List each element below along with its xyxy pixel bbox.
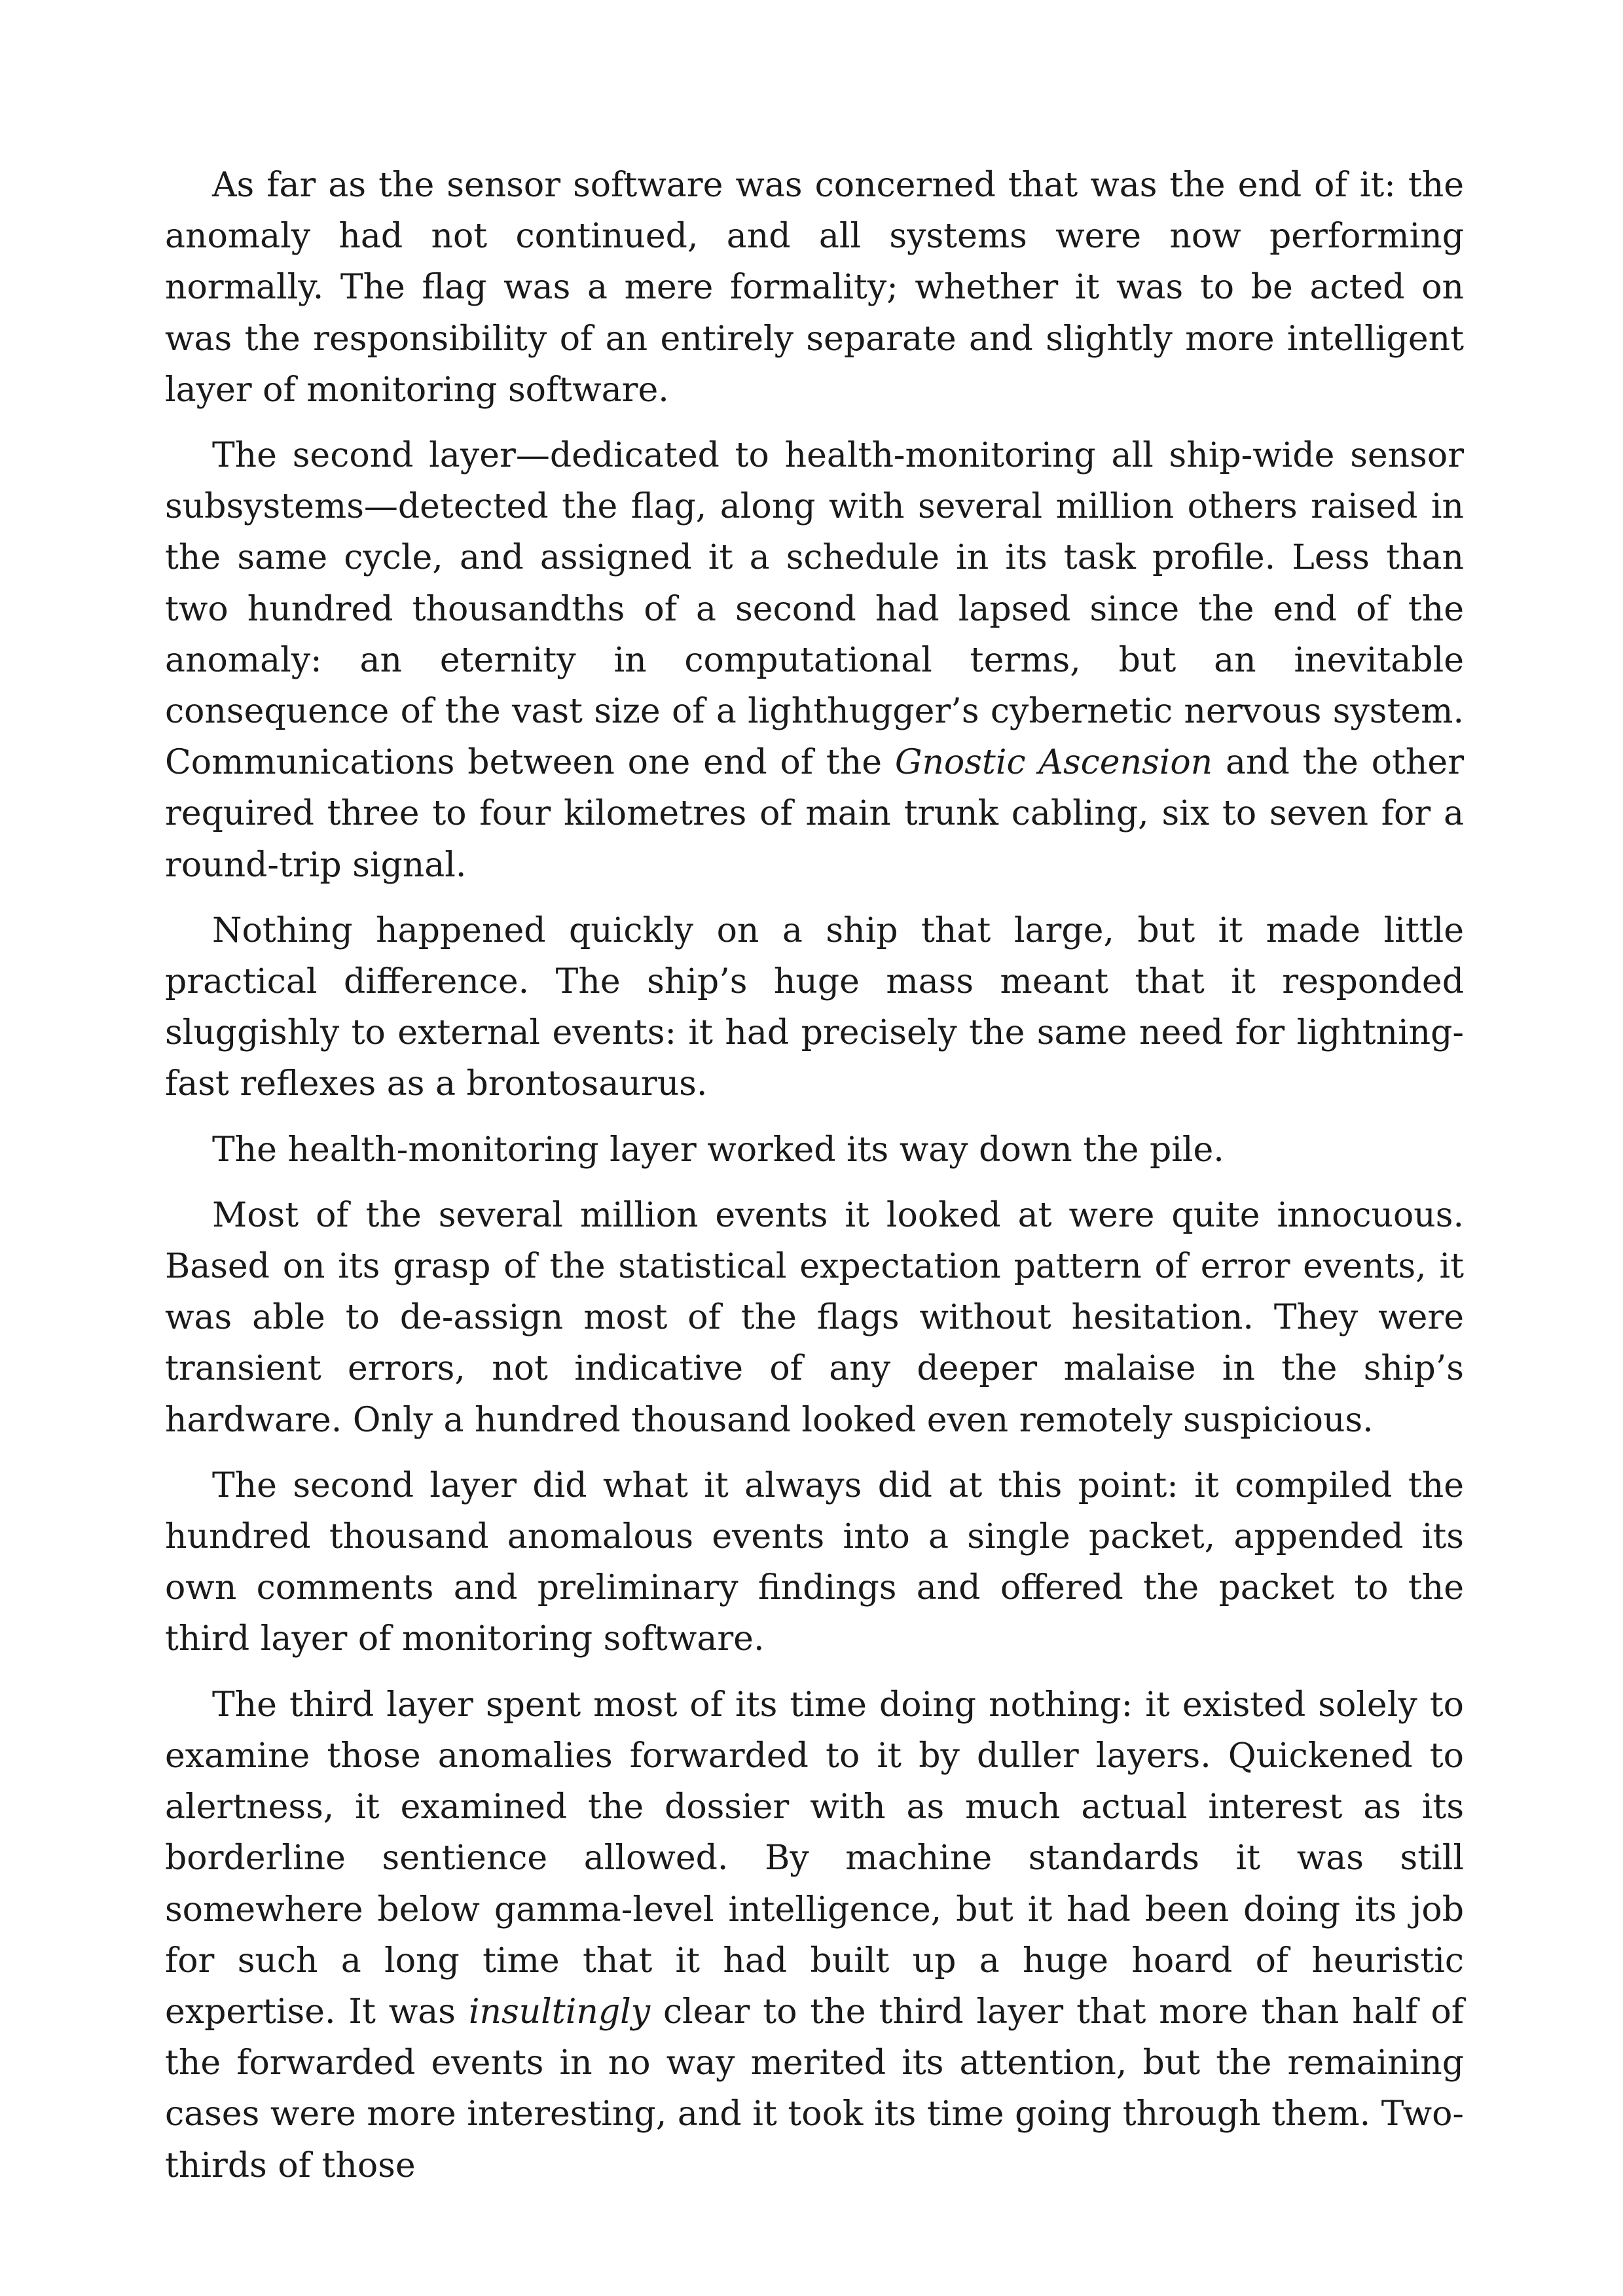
paragraph-text: Most of the several million events it looked at were quite innocuous. Based on its grasp of the statistical expectation pattern of error events, it was able to de-assign most of the flags without hesitation. They were transient errors, not indicative of any deeper malaise in the ship’s hardware. Only a hundred thousand looked even remotely suspicious.: [165, 1195, 1464, 1440]
paragraph-3: [165, 905, 1464, 1110]
paragraph-text: Nothing happened quickly on a ship that large, but it made little practical difference. The ship’s huge mass meant that it responded sluggishly to external events: it had precisely the same need for lightning-fast reflexes as a brontosaurus.: [165, 910, 1464, 1104]
ship-name: Gnostic Ascension: [894, 743, 1213, 783]
paragraph-text: clear to the third layer that more than half of the forwarded events in no way merited its attention, but the remaining cases were more interesting, and it took its time going through them. Two-thirds of those: [165, 1992, 1464, 2185]
body-text: [165, 160, 1464, 2191]
paragraph-text: The second layer did what it always did at this point: it compiled the hundred thousand anomalous events into a single packet, appended its own comments and preliminary findings and offered the packet to the third layer of monitoring software.: [165, 1465, 1464, 1659]
emphasis-text: insultingly: [468, 1992, 651, 2032]
paragraph-4: [165, 1124, 1464, 1175]
paragraph-text: The health-monitoring layer worked its way down the pile.: [212, 1130, 1224, 1170]
paragraph-text: and the other required three to four kilometres of main trunk cabling, six to seven for a round-trip signal.: [165, 743, 1464, 885]
paragraph-5: [165, 1190, 1464, 1446]
paragraph-text: The third layer spent most of its time doing nothing: it existed solely to examine those anomalies forwarded to it by duller layers. Quickened to alertness, it examined the dossier with as much actual interest as its borderline sentience allowed. By machine standards it was still somewhere below gamma-level intelligence, but it had been doing its job for such a long time that it had built up a huge hoard of heuristic expertise. It was: [165, 1685, 1464, 2032]
paragraph-text: As far as the sensor software was concerned that was the end of it: the anomaly had not continued, and all systems were now performing normally. The flag was a mere formality; whether it was to be acted on was the responsibility of an entirely separate and slightly more intelligent layer of monitoring software.: [165, 166, 1464, 410]
paragraph-2: [165, 430, 1464, 891]
paragraph-7: [165, 1679, 1464, 2191]
paragraph-1: [165, 160, 1464, 416]
paragraph-text: The second layer—dedicated to health-monitoring all ship-wide sensor subsystems—detected the flag, along with several million others raised in the same cycle, and assigned it a schedule in its task profile. Less than two hundred thousandths of a second had lapsed since the end of the anomaly: an eternity in computational terms, but an inevitable consequence of the vast size of a lighthugger’s cybernetic nervous system. Communications between one end of the: [165, 436, 1464, 783]
paragraph-6: [165, 1460, 1464, 1665]
